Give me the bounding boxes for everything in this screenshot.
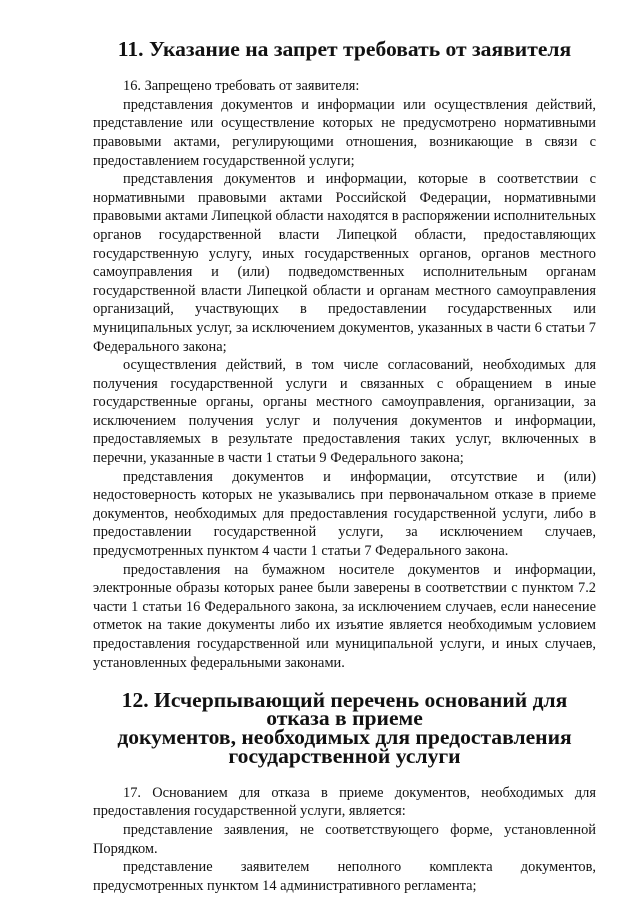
paragraph-16-item-4: представления документов и информации, отсутствие и (или) недостоверность которых не указывались при первоначальном отказе в приеме документов, необходимых для предоставления государственной услуги, либо в предоставлении государственной услуги, за исключением случаев, предусмотренных пунктом 4 части 1 статьи 7 Федерального закона. bbox=[93, 468, 596, 560]
paragraph-16-intro: 16. Запрещено требовать от заявителя: bbox=[123, 78, 360, 95]
paragraph-17-item-2: представление заявителем неполного комплекта документов, предусмотренных пунктом 14 административного регламента; bbox=[93, 859, 596, 894]
paragraph-17-item-1: представление заявления, не соответствующего форме, установленной Порядком. bbox=[93, 821, 596, 857]
section-12-heading-line-1: 12. Исчерпывающий перечень оснований для отказа в приеме bbox=[121, 687, 568, 731]
section-12-heading-line-3: государственной услуги bbox=[228, 743, 461, 768]
paragraph-16-item-5: предоставления на бумажном носителе документов и информации, электронные образы которых ранее были заверены в соответствии с пунктом 7.2 части 1 статьи 16 Федерального закона, за исключением случаев, если нанесение отметок на такие документы либо их изъятие является необходимым условием предоставления государственной или муниципальной услуги, и иных случаев, установленных федеральными законами. bbox=[93, 561, 596, 671]
paragraph-17-intro: 17. Основанием для отказа в приеме документов, необходимых для предоставления государственной услуги, является: bbox=[93, 784, 596, 820]
paragraph-16-item-1: представления документов и информации или осуществления действий, представление или осуществление которых не предусмотрено нормативными правовыми актами, регулирующими отношения, возникающие в связи с предоставлением государственной услуги; bbox=[93, 96, 596, 169]
paragraph-16-item-2: представления документов и информации, которые в соответствии с нормативными правовыми актами Российской Федерации, нормативными правовыми актами Липецкой области находятся в распоряжении исполнительных органов государственной власти Липецкой области, предоставляющих государственную услугу, иных государственных органов, органов местного самоуправления и (или) подведомственных исполнительным органам государственной власти Липецкой области и органам местного самоуправления организаций, участвующих в предоставлении государственных или муниципальных услуг, за исключением документов, указанных в части 6 статьи 7 Федерального закона; bbox=[93, 171, 597, 355]
section-12-heading-line-2: документов, необходимых для предоставления bbox=[117, 724, 572, 749]
document-page bbox=[93, 37, 597, 895]
paragraph-16-item-3: осуществления действий, в том числе согласований, необходимых для получения государственной услуги и связанных с обращением в иные государственные органы, органы местного самоуправления, организации, за исключением получения услуг и получения документов и информации, предоставляемых в результате предоставления таких услуг, включенных в перечни, указанные в части 1 статьи 9 Федерального закона; bbox=[93, 357, 596, 467]
section-11-heading: 11. Указание на запрет требовать от заявителя bbox=[117, 37, 572, 61]
section-12-heading bbox=[93, 687, 596, 768]
